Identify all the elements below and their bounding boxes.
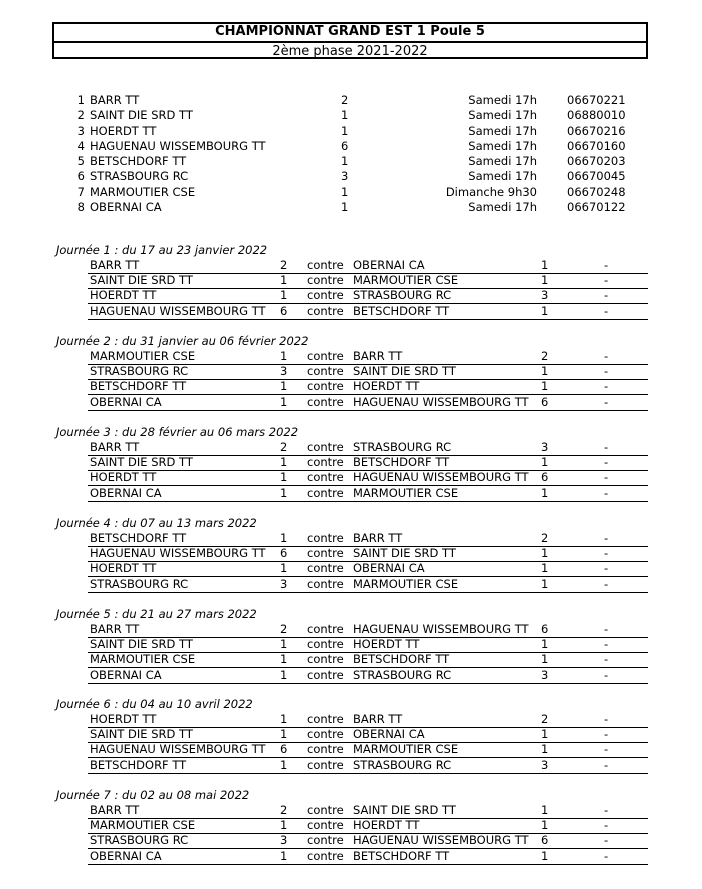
match-row	[88, 562, 648, 577]
match-result: -	[604, 727, 609, 742]
away-team: MARMOUTIER CSE	[353, 576, 459, 591]
away-points: 2	[541, 712, 549, 726]
away-team: MARMOUTIER CSE	[353, 742, 459, 757]
away-team: SAINT DIE SRD TT	[353, 546, 456, 561]
team-points: 6	[341, 138, 349, 153]
away-team: MARMOUTIER CSE	[353, 273, 459, 288]
away-points: 1	[541, 303, 549, 318]
match-row	[88, 456, 648, 471]
match-row	[88, 819, 648, 834]
home-points: 1	[280, 394, 288, 409]
home-team: HAGUENAU WISSEMBOURG TT	[90, 303, 266, 318]
away-points: 3	[541, 757, 549, 772]
match-result: -	[604, 440, 609, 454]
team-code: 06670221	[567, 93, 626, 107]
versus-label: contre	[307, 803, 344, 817]
away-team: BARR TT	[353, 349, 403, 363]
away-points: 6	[541, 833, 549, 848]
home-team: OBERNAI CA	[90, 485, 162, 500]
match-result: -	[604, 273, 609, 288]
away-points: 1	[541, 576, 549, 591]
home-team: MARMOUTIER CSE	[90, 349, 196, 363]
versus-label: contre	[307, 531, 344, 545]
away-team: HOERDT TT	[353, 379, 420, 394]
match-row	[88, 743, 648, 758]
home-team: BETSCHDORF TT	[90, 379, 187, 394]
match-result: -	[604, 652, 609, 667]
match-result: -	[604, 455, 609, 470]
team-points: 1	[341, 200, 349, 215]
team-number: 8	[77, 200, 85, 215]
home-points: 1	[280, 727, 288, 742]
away-team: SAINT DIE SRD TT	[353, 364, 456, 379]
team-points: 1	[341, 184, 349, 199]
match-result: -	[604, 561, 609, 576]
match-result: -	[604, 485, 609, 500]
header-box	[52, 22, 648, 59]
versus-label: contre	[307, 485, 344, 500]
away-team: BARR TT	[353, 531, 403, 545]
home-points: 1	[280, 848, 288, 863]
team-number: 6	[77, 169, 85, 184]
home-team: HAGUENAU WISSEMBOURG TT	[90, 742, 266, 757]
match-row	[88, 834, 648, 849]
home-points: 1	[280, 757, 288, 772]
page-subtitle: 2ème phase 2021-2022	[272, 44, 428, 59]
team-name: SAINT DIE SRD TT	[90, 108, 193, 123]
team-name: STRASBOURG RC	[90, 169, 189, 184]
match-row	[88, 728, 648, 743]
away-team: STRASBOURG RC	[353, 288, 452, 303]
home-points: 6	[280, 546, 288, 561]
versus-label: contre	[307, 394, 344, 409]
versus-label: contre	[307, 303, 344, 318]
away-points: 1	[541, 258, 549, 272]
away-points: 1	[541, 652, 549, 667]
home-team: HOERDT TT	[90, 561, 157, 576]
away-points: 1	[541, 637, 549, 652]
team-row	[0, 139, 702, 154]
match-result: -	[604, 531, 609, 545]
versus-label: contre	[307, 667, 344, 682]
away-team: OBERNAI CA	[353, 727, 425, 742]
home-team: SAINT DIE SRD TT	[90, 455, 193, 470]
home-points: 1	[280, 561, 288, 576]
versus-label: contre	[307, 379, 344, 394]
match-result: -	[604, 757, 609, 772]
team-name: BETSCHDORF TT	[90, 154, 187, 169]
home-team: OBERNAI CA	[90, 394, 162, 409]
versus-label: contre	[307, 288, 344, 303]
away-points: 6	[541, 470, 549, 485]
home-team: BETSCHDORF TT	[90, 531, 187, 545]
home-team: HOERDT TT	[90, 712, 157, 726]
match-row	[88, 305, 648, 320]
match-result: -	[604, 379, 609, 394]
home-team: MARMOUTIER CSE	[90, 818, 196, 833]
match-result: -	[604, 288, 609, 303]
match-result: -	[604, 258, 609, 272]
away-points: 1	[541, 561, 549, 576]
team-points: 2	[341, 93, 349, 107]
away-points: 1	[541, 455, 549, 470]
match-result: -	[604, 667, 609, 682]
match-result: -	[604, 637, 609, 652]
match-row	[88, 804, 648, 819]
journee-title: Journée 5 : du 21 au 27 mars 2022	[56, 607, 257, 621]
versus-label: contre	[307, 833, 344, 848]
home-team: MARMOUTIER CSE	[90, 652, 196, 667]
versus-label: contre	[307, 848, 344, 863]
away-team: BETSCHDORF TT	[353, 455, 450, 470]
team-code: 06880010	[567, 108, 626, 123]
away-team: HAGUENAU WISSEMBOURG TT	[353, 833, 529, 848]
team-match-day: Samedi 17h	[468, 108, 537, 123]
match-result: -	[604, 712, 609, 726]
versus-label: contre	[307, 349, 344, 363]
away-points: 1	[541, 742, 549, 757]
team-code: 06670248	[567, 184, 626, 199]
team-match-day: Samedi 17h	[468, 93, 537, 107]
home-points: 1	[280, 349, 288, 363]
home-team: BARR TT	[90, 622, 140, 636]
home-team: SAINT DIE SRD TT	[90, 637, 193, 652]
versus-label: contre	[307, 561, 344, 576]
match-result: -	[604, 303, 609, 318]
match-result: -	[604, 470, 609, 485]
match-result: -	[604, 818, 609, 833]
match-row	[88, 653, 648, 668]
team-row	[0, 93, 702, 108]
match-row	[88, 289, 648, 304]
match-row	[88, 638, 648, 653]
away-points: 1	[541, 727, 549, 742]
versus-label: contre	[307, 818, 344, 833]
match-row	[88, 471, 648, 486]
versus-label: contre	[307, 727, 344, 742]
away-team: HOERDT TT	[353, 818, 420, 833]
home-team: STRASBOURG RC	[90, 833, 189, 848]
home-team: BARR TT	[90, 258, 140, 272]
team-code: 06670216	[567, 123, 626, 138]
journee-title: Journée 1 : du 17 au 23 janvier 2022	[56, 243, 268, 257]
team-number: 7	[77, 184, 85, 199]
team-row	[0, 154, 702, 169]
home-points: 3	[280, 833, 288, 848]
home-points: 6	[280, 303, 288, 318]
versus-label: contre	[307, 742, 344, 757]
home-points: 3	[280, 364, 288, 379]
home-points: 6	[280, 742, 288, 757]
away-team: OBERNAI CA	[353, 561, 425, 576]
home-team: BARR TT	[90, 440, 140, 454]
away-team: HAGUENAU WISSEMBOURG TT	[353, 622, 529, 636]
team-number: 3	[77, 123, 85, 138]
team-match-day: Samedi 17h	[468, 154, 537, 169]
versus-label: contre	[307, 712, 344, 726]
away-team: HOERDT TT	[353, 637, 420, 652]
away-team: MARMOUTIER CSE	[353, 485, 459, 500]
team-row	[0, 108, 702, 123]
team-match-day: Samedi 17h	[468, 123, 537, 138]
home-points: 1	[280, 273, 288, 288]
versus-label: contre	[307, 576, 344, 591]
home-points: 2	[280, 440, 288, 454]
away-team: BARR TT	[353, 712, 403, 726]
match-result: -	[604, 742, 609, 757]
home-points: 1	[280, 470, 288, 485]
team-match-day: Dimanche 9h30	[445, 184, 537, 199]
versus-label: contre	[307, 637, 344, 652]
match-row	[88, 396, 648, 411]
team-number: 1	[77, 93, 85, 107]
home-points: 1	[280, 288, 288, 303]
match-result: -	[604, 803, 609, 817]
home-team: STRASBOURG RC	[90, 364, 189, 379]
journee-title: Journée 4 : du 07 au 13 mars 2022	[56, 516, 257, 530]
match-row	[88, 532, 648, 547]
match-row	[88, 759, 648, 774]
away-team: OBERNAI CA	[353, 258, 425, 272]
team-code: 06670203	[567, 154, 626, 169]
away-points: 1	[541, 546, 549, 561]
team-name: HAGUENAU WISSEMBOURG TT	[90, 138, 266, 153]
away-points: 1	[541, 364, 549, 379]
home-points: 1	[280, 531, 288, 545]
versus-label: contre	[307, 364, 344, 379]
team-name: HOERDT TT	[90, 123, 157, 138]
versus-label: contre	[307, 622, 344, 636]
home-points: 1	[280, 637, 288, 652]
home-team: HAGUENAU WISSEMBOURG TT	[90, 546, 266, 561]
home-team: SAINT DIE SRD TT	[90, 727, 193, 742]
team-points: 3	[341, 169, 349, 184]
versus-label: contre	[307, 757, 344, 772]
match-result: -	[604, 833, 609, 848]
match-result: -	[604, 394, 609, 409]
home-team: BARR TT	[90, 803, 140, 817]
team-match-day: Samedi 17h	[468, 138, 537, 153]
team-name: OBERNAI CA	[90, 200, 162, 215]
away-points: 1	[541, 485, 549, 500]
home-points: 2	[280, 803, 288, 817]
away-team: BETSCHDORF TT	[353, 303, 450, 318]
match-row	[88, 623, 648, 638]
team-match-day: Samedi 17h	[468, 200, 537, 215]
match-result: -	[604, 364, 609, 379]
journee-title: Journée 3 : du 28 février au 06 mars 2022	[56, 425, 299, 439]
team-code: 06670160	[567, 138, 626, 153]
team-code: 06670045	[567, 169, 626, 184]
team-number: 4	[77, 138, 85, 153]
away-team: STRASBOURG RC	[353, 757, 452, 772]
team-row	[0, 185, 702, 200]
away-points: 2	[541, 349, 549, 363]
team-row	[0, 169, 702, 184]
home-points: 3	[280, 576, 288, 591]
home-points: 2	[280, 622, 288, 636]
away-points: 6	[541, 622, 549, 636]
home-team: HOERDT TT	[90, 288, 157, 303]
home-points: 1	[280, 712, 288, 726]
team-points: 1	[341, 123, 349, 138]
away-team: SAINT DIE SRD TT	[353, 803, 456, 817]
team-points: 1	[341, 108, 349, 123]
versus-label: contre	[307, 546, 344, 561]
page-title: CHAMPIONNAT GRAND EST 1 Poule 5	[54, 24, 646, 43]
team-code: 06670122	[567, 200, 626, 215]
match-row	[88, 365, 648, 380]
home-team: SAINT DIE SRD TT	[90, 273, 193, 288]
match-row	[88, 547, 648, 562]
versus-label: contre	[307, 440, 344, 454]
match-row	[88, 487, 648, 502]
home-points: 1	[280, 652, 288, 667]
match-row	[88, 441, 648, 456]
team-match-day: Samedi 17h	[468, 169, 537, 184]
journee-title: Journée 6 : du 04 au 10 avril 2022	[56, 697, 253, 711]
away-points: 1	[541, 273, 549, 288]
away-team: HAGUENAU WISSEMBOURG TT	[353, 394, 529, 409]
away-points: 1	[541, 818, 549, 833]
home-team: OBERNAI CA	[90, 848, 162, 863]
match-row	[88, 578, 648, 593]
away-points: 1	[541, 379, 549, 394]
home-points: 2	[280, 258, 288, 272]
match-result: -	[604, 622, 609, 636]
team-row	[0, 124, 702, 139]
home-team: BETSCHDORF TT	[90, 757, 187, 772]
team-number: 2	[77, 108, 85, 123]
away-team: BETSCHDORF TT	[353, 652, 450, 667]
away-team: STRASBOURG RC	[353, 667, 452, 682]
versus-label: contre	[307, 470, 344, 485]
versus-label: contre	[307, 455, 344, 470]
away-points: 2	[541, 531, 549, 545]
match-row	[88, 274, 648, 289]
home-team: STRASBOURG RC	[90, 576, 189, 591]
away-points: 1	[541, 803, 549, 817]
away-points: 1	[541, 848, 549, 863]
versus-label: contre	[307, 652, 344, 667]
match-row	[88, 713, 648, 728]
versus-label: contre	[307, 258, 344, 272]
match-row	[88, 669, 648, 684]
team-list	[0, 93, 702, 215]
team-name: BARR TT	[90, 93, 140, 107]
match-row	[88, 350, 648, 365]
home-points: 1	[280, 818, 288, 833]
away-team: HAGUENAU WISSEMBOURG TT	[353, 470, 529, 485]
match-result: -	[604, 848, 609, 863]
home-points: 1	[280, 485, 288, 500]
away-team: BETSCHDORF TT	[353, 848, 450, 863]
away-points: 6	[541, 394, 549, 409]
team-row	[0, 200, 702, 215]
match-result: -	[604, 349, 609, 363]
home-points: 1	[280, 667, 288, 682]
team-points: 1	[341, 154, 349, 169]
versus-label: contre	[307, 273, 344, 288]
match-row	[88, 850, 648, 865]
away-points: 3	[541, 667, 549, 682]
away-points: 3	[541, 440, 549, 454]
away-points: 3	[541, 288, 549, 303]
match-row	[88, 380, 648, 395]
home-points: 1	[280, 379, 288, 394]
journee-title: Journée 2 : du 31 janvier au 06 février 2022	[56, 334, 309, 348]
match-result: -	[604, 546, 609, 561]
team-number: 5	[77, 154, 85, 169]
away-team: STRASBOURG RC	[353, 440, 452, 454]
team-name: MARMOUTIER CSE	[90, 184, 196, 199]
match-row	[88, 259, 648, 274]
home-team: HOERDT TT	[90, 470, 157, 485]
journee-title: Journée 7 : du 02 au 08 mai 2022	[56, 788, 250, 802]
match-result: -	[604, 576, 609, 591]
home-points: 1	[280, 455, 288, 470]
home-team: OBERNAI CA	[90, 667, 162, 682]
